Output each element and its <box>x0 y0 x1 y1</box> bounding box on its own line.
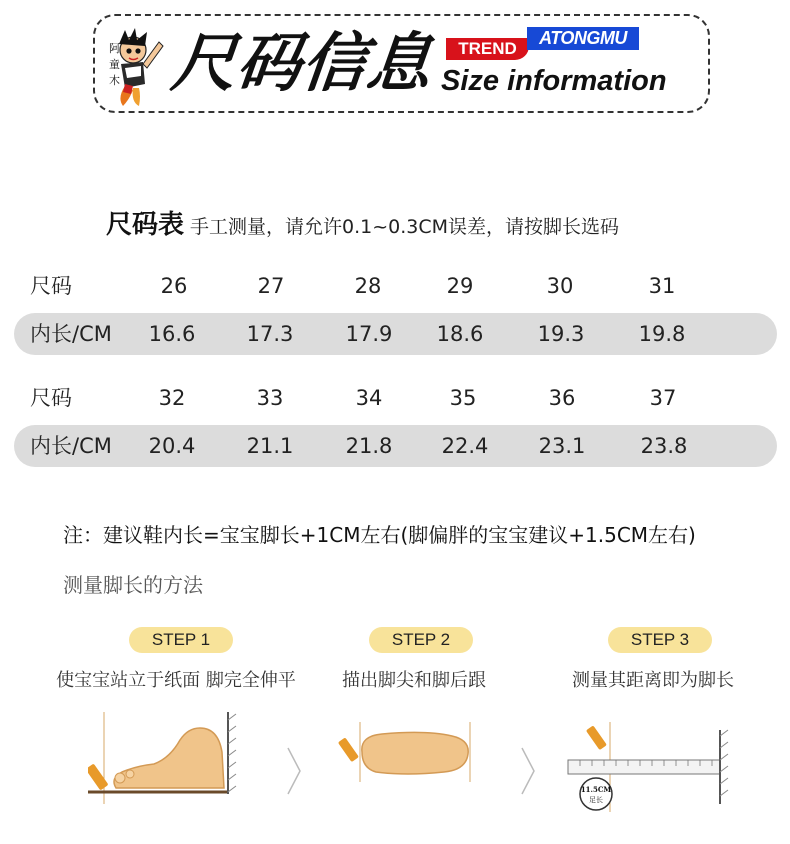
page-subtitle: Size information <box>441 65 667 97</box>
wall-hatch <box>720 730 728 796</box>
pencil-icon <box>338 737 359 762</box>
astro-boy-mascot-logo <box>103 24 165 108</box>
size-cell: 34 <box>355 386 383 410</box>
length-label: 内长/CM <box>30 322 112 346</box>
step-1-badge: STEP 1 <box>129 627 233 653</box>
mascot-text-2: 童 <box>109 58 120 71</box>
length-cell: 18.6 <box>436 322 484 346</box>
pencil-icon <box>586 725 607 750</box>
size-cell: 36 <box>548 386 576 410</box>
length-cell: 16.6 <box>148 322 196 346</box>
length-cell: 23.1 <box>538 434 586 458</box>
measurement-callout <box>580 778 612 810</box>
mascot-text-3: 木 <box>109 74 120 87</box>
length-cell: 19.3 <box>537 322 585 346</box>
mascot-text-1: 阿 <box>109 42 120 55</box>
size-table-heading <box>106 205 619 248</box>
step-1-caption: 使宝宝站立于纸面 脚完全伸平 <box>56 670 296 691</box>
wall-hatch <box>228 714 236 792</box>
size-cell: 31 <box>648 274 676 298</box>
size-cell: 28 <box>354 274 382 298</box>
brand-badge: ATONGMU <box>527 27 639 50</box>
size-row-2 <box>14 377 777 419</box>
size-cell: 26 <box>160 274 188 298</box>
size-table-title: 尺码表 <box>106 210 185 240</box>
step-3-caption: 测量其距离即为脚长 <box>572 670 734 691</box>
trend-badge: TREND <box>446 38 529 60</box>
fit-note: 注：建议鞋内长=宝宝脚长+1CM左右(脚偏胖的宝宝建议+1.5CM左右) <box>63 523 696 547</box>
size-cell: 30 <box>546 274 574 298</box>
step-2-badge: STEP 2 <box>369 627 473 653</box>
toe <box>126 770 134 778</box>
size-cell: 29 <box>446 274 474 298</box>
length-cell: 20.4 <box>148 434 196 458</box>
length-cell: 21.1 <box>246 434 294 458</box>
toe <box>115 773 125 783</box>
chevron-right-icon <box>518 746 538 796</box>
page-title: 尺码信息 <box>168 27 436 101</box>
length-cell: 21.8 <box>345 434 393 458</box>
foot-shape <box>114 728 224 788</box>
method-title: 测量脚长的方法 <box>63 573 203 597</box>
length-row-2 <box>14 425 777 467</box>
foot-outline <box>362 732 468 774</box>
size-cell: 37 <box>649 386 677 410</box>
step-2-illustration <box>336 722 480 782</box>
step-3-badge: STEP 3 <box>608 627 712 653</box>
size-cell: 35 <box>449 386 477 410</box>
ruler <box>568 760 720 774</box>
measurement-value: 11.5CM <box>580 785 612 794</box>
length-cell: 23.8 <box>640 434 688 458</box>
length-label: 内长/CM <box>30 434 112 458</box>
size-label: 尺码 <box>30 386 72 410</box>
size-cell: 32 <box>158 386 186 410</box>
length-cell: 19.8 <box>638 322 686 346</box>
size-cell: 27 <box>257 274 285 298</box>
size-cell: 33 <box>256 386 284 410</box>
step-3-illustration <box>566 722 736 812</box>
length-cell: 17.3 <box>246 322 294 346</box>
step-2-caption: 描出脚尖和脚后跟 <box>342 670 486 691</box>
measurement-label: 足长 <box>589 796 603 804</box>
length-cell: 17.9 <box>345 322 393 346</box>
length-row-1 <box>14 313 777 355</box>
size-table-note: 手工测量，请允许0.1~0.3CM误差，请按脚长选码 <box>190 216 620 238</box>
size-row-1 <box>14 265 777 307</box>
chevron-right-icon <box>284 746 304 796</box>
pencil-icon <box>88 763 109 790</box>
step-1-illustration <box>88 712 238 804</box>
length-cell: 22.4 <box>441 434 489 458</box>
size-label: 尺码 <box>30 274 72 298</box>
